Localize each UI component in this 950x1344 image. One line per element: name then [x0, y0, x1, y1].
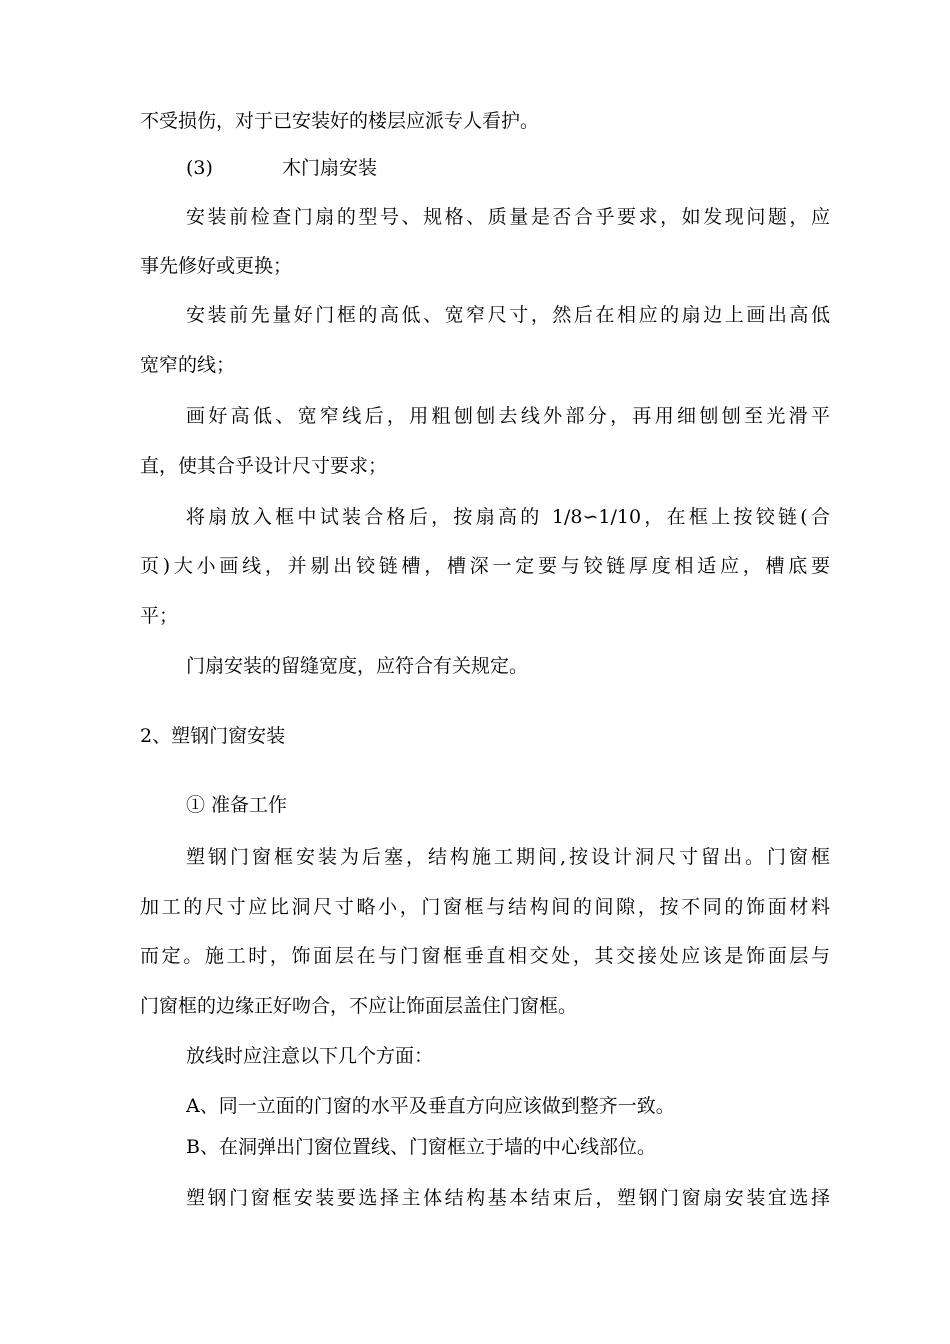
- paragraph-line: 直，使其合乎设计尺寸要求；: [140, 455, 388, 477]
- paragraph-line: 事先修好或更换；: [140, 255, 293, 277]
- paragraph-line: 安装前先量好门框的高低、宽窄尺寸，然后在相应的扇边上画出高低: [186, 304, 830, 326]
- subheading-title: 木门扇安装: [282, 157, 378, 179]
- subheading-number: (3): [186, 157, 213, 179]
- paragraph-line: 平；: [140, 605, 179, 627]
- paragraph-line: 将扇放入框中试装合格后，按扇高的 1/8∽1/10，在框上按铰链(合: [186, 506, 830, 528]
- section-heading: 2、塑钢门窗安装: [140, 725, 286, 747]
- paragraph-line: 门扇安装的留缝宽度，应符合有关规定。: [186, 655, 529, 677]
- subheading-wood-door-leaf: [186, 155, 830, 181]
- list-item-b: B、在洞弹出门窗位置线、门窗框立于墙的中心线部位。: [186, 1136, 656, 1158]
- paragraph-line: 安装前检查门扇的型号、规格、质量是否合乎要求，如发现问题，应: [186, 206, 830, 228]
- subheading-preparation: ① 准备工作: [186, 794, 288, 816]
- paragraph-line: 门窗框的边缘正好吻合，不应让饰面层盖住门窗框。: [140, 995, 578, 1017]
- paragraph-line: 宽窄的线；: [140, 354, 236, 376]
- paragraph-line: 放线时应注意以下几个方面：: [186, 1045, 434, 1067]
- paragraph-line: 不受损伤，对于已安装好的楼层应派专人看护。: [140, 110, 540, 132]
- paragraph-line: 塑钢门窗框安装为后塞，结构施工期间,按设计洞尺寸留出。门窗框: [186, 846, 830, 868]
- list-item-a: A、同一立面的门窗的水平及垂直方向应该做到整齐一致。: [186, 1095, 675, 1117]
- paragraph-line: 塑钢门窗框安装要选择主体结构基本结束后，塑钢门窗扇安装宜选择: [186, 1187, 830, 1209]
- paragraph-line: 画好高低、宽窄线后，用粗刨刨去线外部分，再用细刨刨至光滑平: [186, 405, 830, 427]
- paragraph-line: 加工的尺寸应比洞尺寸略小，门窗框与结构间的间隙，按不同的饰面材料: [140, 896, 830, 918]
- paragraph-line: 页)大小画线，并剔出铰链槽，槽深一定要与铰链厚度相适应，槽底要: [140, 555, 830, 577]
- paragraph-line: 而定。施工时，饰面层在与门窗框垂直相交处，其交接处应该是饰面层与: [140, 945, 830, 967]
